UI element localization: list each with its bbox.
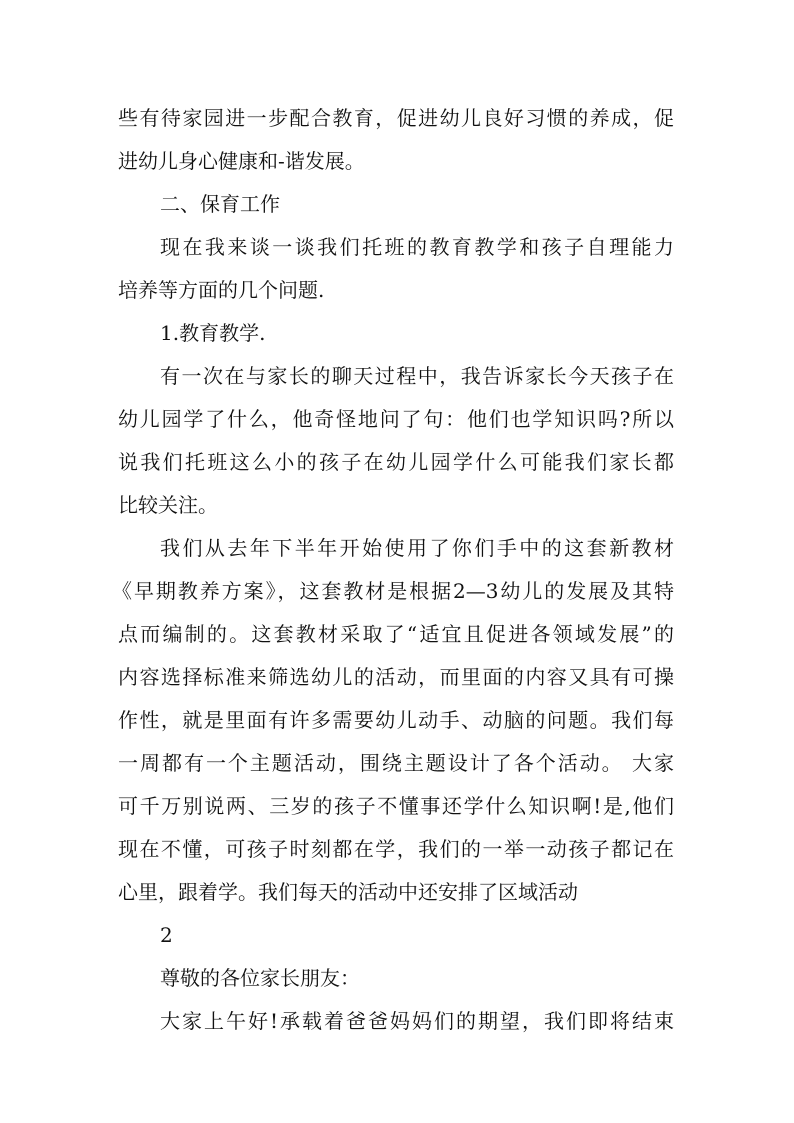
- text-line-17: 可千万别说两、三岁的孩子不懂事还学什么知识啊!是,他们: [118, 794, 674, 818]
- text-line-11: 我们从去年下半年开始使用了你们手中的这套新教材: [160, 536, 674, 560]
- text-line-22: 大家上午好!承载着爸爸妈妈们的期望，我们即将结束: [160, 1009, 674, 1033]
- text-line-9: 说我们托班这么小的孩子在幼儿园学什么可能我们家长都: [118, 450, 674, 474]
- text-line-1: 些有待家园进一步配合教育，促进幼儿良好习惯的养成，促: [118, 106, 674, 130]
- text-line-5: 培养等方面的几个问题.: [118, 278, 325, 302]
- text-line-10: 比较关注。: [118, 493, 218, 517]
- text-line-12: 《早期教养方案》，这套教材是根据2—3幼儿的发展及其特: [112, 579, 674, 603]
- subsection-heading: 1.教育教学.: [160, 321, 266, 345]
- text-line-14: 内容选择标准来筛选幼儿的活动，而里面的内容又具有可操: [118, 665, 674, 689]
- text-line-2: 进幼儿身心健康和-谐发展。: [118, 149, 365, 173]
- section-number: 2: [160, 923, 173, 947]
- text-line-8: 幼儿园学了什么，他奇怪地问了句：他们也学知识吗?所以: [118, 407, 674, 431]
- text-line-13: 点而编制的。这套教材采取了“适宜且促进各领域发展”的: [118, 622, 674, 646]
- salutation: 尊敬的各位家长朋友：: [160, 966, 360, 990]
- text-line-16: 一周都有一个主题活动，围绕主题设计了各个活动。 大家: [118, 751, 674, 775]
- text-line-4: 现在我来谈一谈我们托班的教育教学和孩子自理能力: [160, 235, 674, 259]
- text-line-19: 心里，跟着学。我们每天的活动中还安排了区域活动: [118, 880, 578, 904]
- text-line-18: 现在不懂，可孩子时刻都在学，我们的一举一动孩子都记在: [118, 837, 674, 861]
- section-heading: 二、保育工作: [160, 192, 280, 216]
- text-line-7: 有一次在与家长的聊天过程中，我告诉家长今天孩子在: [160, 364, 674, 388]
- text-line-15: 作性，就是里面有许多需要幼儿动手、动脑的问题。我们每: [118, 708, 674, 732]
